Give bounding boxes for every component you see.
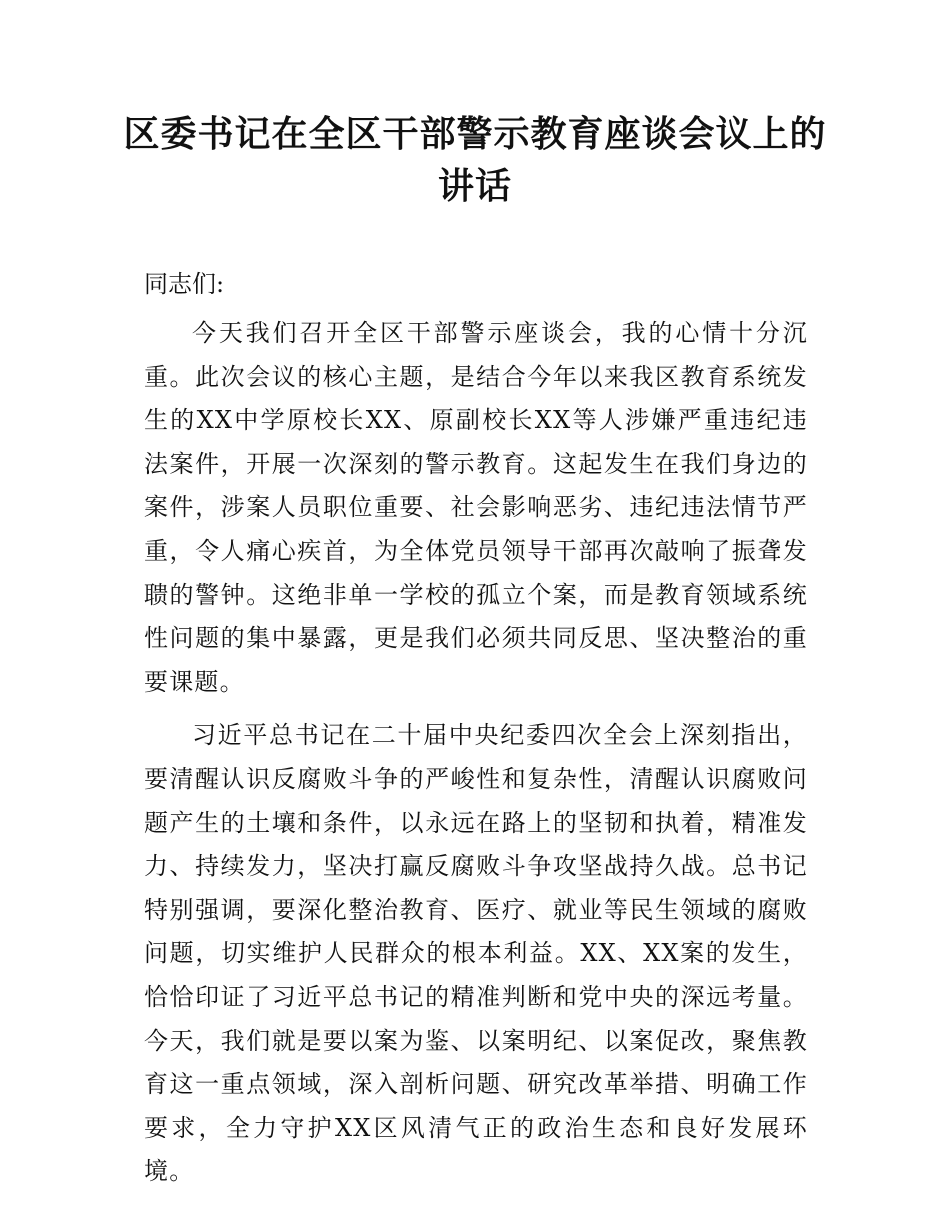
document-title: 区委书记在全区干部警示教育座谈会议上的讲话 (123, 113, 827, 207)
paragraph: 习近平总书记在二十届中央纪委四次全会上深刻指出，要清醒认识反腐败斗争的严峻性和复杂性，清醒认识腐败问题产生的土壤和条件，以永远在路上的坚韧和执着，精准发力、持续发力，坚决打赢反腐败斗争攻坚战持久战。总书记特别强调，要深化整治教育、医疗、就业等民生领域的腐败问题，切实维护人民群众的根本利益。XX、XX案的发生，恰恰印证了习近平总书记的精准判断和党中央的深远考量。今天，我们就是要以案为鉴、以案明纪、以案促改，聚焦教育这一重点领域，深入剖析问题、研究改革举措、明确工作要求，全力守护XX区风清气正的政治生态和良好发展环境。 (144, 721, 808, 1186)
document-body (144, 262, 808, 1204)
paragraph: 今天我们召开全区干部警示座谈会，我的心情十分沉重。此次会议的核心主题，是结合今年以来我区教育系统发生的XX中学原校长XX、原副校长XX等人涉嫌严重违纪违法案件，开展一次深刻的警示教育。这起发生在我们身边的案件，涉案人员职位重要、社会影响恶劣、违纪违法情节严重，令人痛心疾首，为全体党员领导干部再次敲响了振聋发聩的警钟。这绝非单一学校的孤立个案，而是教育领域系统性问题的集中暴露，更是我们必须共同反思、坚决整治的重要课题。 (144, 319, 808, 696)
salutation: 同志们: (144, 270, 225, 298)
